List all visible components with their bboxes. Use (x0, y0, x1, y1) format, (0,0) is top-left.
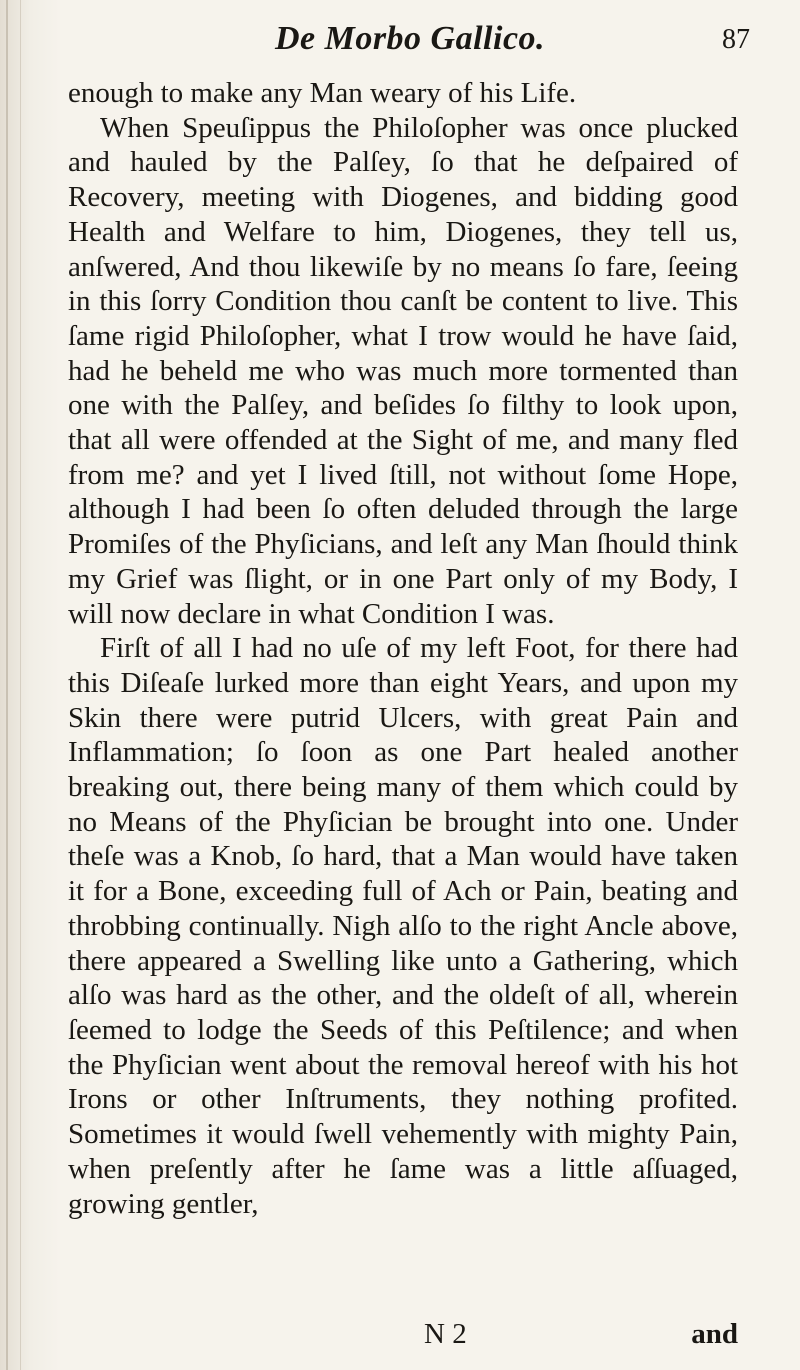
page-header (70, 20, 750, 70)
signature-mark: N 2 (424, 1318, 467, 1350)
paragraph-continuation: enough to make any Man weary of his Life. (68, 77, 577, 109)
paragraph-speusippus: When Speuſippus the Philoſopher was once plucked and hauled by the Palſey, ſo that he deſpaired of Recovery, meeting with Diogenes, and bidding good Health and Welfare to him, Diogenes, they tell us, anſwered, And thou likewiſe by no means ſo fare, ſeeing in this ſorry Condition thou canſt be content to live. This ſame rigid Philoſopher, what I trow would he have ſaid, had he beheld me who was much more tormented than one with the Palſey, and beſides ſo filthy to look upon, that all were offended at the Sight of me, and many fled from me? and yet I lived ſtill, not without ſome Hope, although I had been ſo often deluded through the large Promiſes of the Phyſicians, and leſt any Man ſhould think my Grief was ſlight, or in one Part only of my Body, I will now declare in what Condition I was. (68, 111, 738, 630)
catchword: and (691, 1318, 738, 1350)
binding-edge-inner (20, 0, 21, 1370)
binding-edge (6, 0, 8, 1370)
paragraph-first-of-all: Firſt of all I had no uſe of my left Foot, for there had this Diſeaſe lurked more than eight Years, and upon my Skin there were putrid Ulcers, with great Pain and Inflammation; ſo ſoon as one Part healed another breaking out, there being many of them which could by no Means of the Phyſician be brought into one. Under theſe was a Knob, ſo hard, that a Man would have taken it for a Bone, exceeding full of Ach or Pain, beating and throbbing continually. Nigh alſo to the right Ancle above, there appeared a Swelling like unto a Gathering, which alſo was hard as the other, and the oldeſt of all, wherein ſeemed to lodge the Seeds of this Peſtilence; and when the Phyſician went about the removal hereof with his hot Irons or other Inſtruments, they nothing profited. Sometimes it would ſwell vehemently with mighty Pain, when preſently after he ſame was a little aſſuaged, growing gentler, (68, 632, 738, 1220)
page-number: 87 (722, 24, 750, 55)
body-text (68, 76, 738, 1221)
page-footer (68, 1318, 738, 1354)
running-title: De Morbo Gallico. (274, 20, 546, 57)
